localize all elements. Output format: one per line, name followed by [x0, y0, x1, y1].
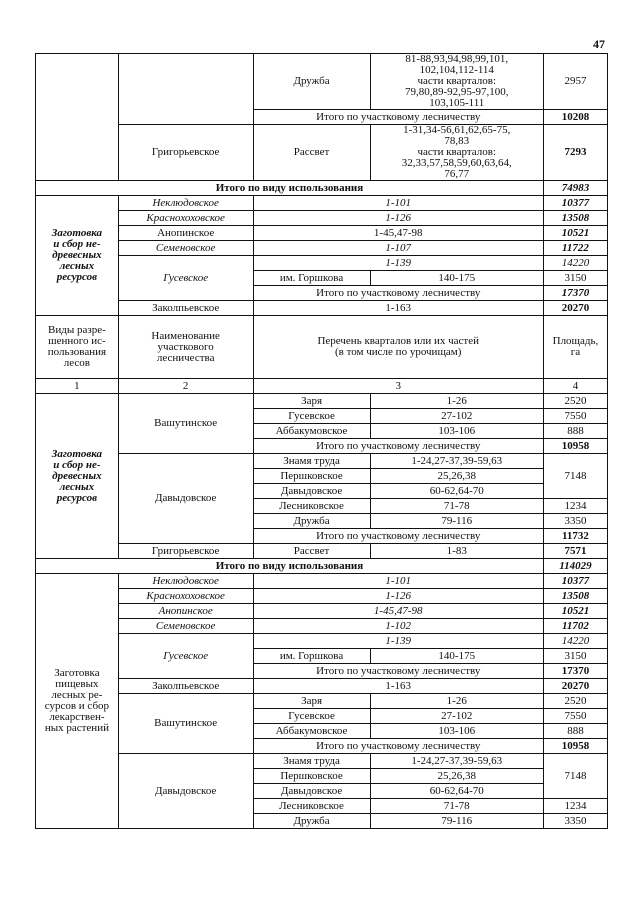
table-cell: 1-163: [253, 679, 543, 694]
table-cell: Семеновское: [118, 241, 253, 256]
table-cell: 81-88,93,94,98,99,101, 102,104,112-114 части кварталов: 79,80,89-92,95-97,100, 103,105-111: [370, 54, 543, 110]
table-row: [36, 394, 608, 409]
table-cell: Заготовка и сбор не- древесных лесных ресурсов: [36, 196, 119, 316]
table-cell: 7571: [543, 544, 607, 559]
table-cell: Анопинское: [118, 604, 253, 619]
table-cell: 103-106: [370, 724, 543, 739]
table-cell: 11732: [543, 529, 607, 544]
table-cell: 10958: [543, 739, 607, 754]
table-row: [36, 754, 608, 769]
table-row: [36, 589, 608, 604]
table-cell: 888: [543, 424, 607, 439]
table-cell: Заря: [253, 694, 370, 709]
table-cell: 1-107: [253, 241, 543, 256]
table-cell: 1-126: [253, 211, 543, 226]
forest-use-table: [35, 53, 608, 829]
table-row: [36, 379, 608, 394]
table-cell: 27-102: [370, 709, 543, 724]
table-cell: 3350: [543, 514, 607, 529]
table-cell: 20270: [543, 301, 607, 316]
table-cell: 10958: [543, 439, 607, 454]
table-cell: Виды разре- шенного ис- пользования лесов: [36, 316, 119, 379]
table-cell: 17370: [543, 286, 607, 301]
table-cell: Итого по виду использования: [36, 181, 544, 196]
table-row: [36, 226, 608, 241]
table-row: [36, 54, 608, 110]
table-cell: Заготовка и сбор не- древесных лесных ресурсов: [36, 394, 119, 559]
table-cell: 888: [543, 724, 607, 739]
table-cell: Неклюдовское: [118, 196, 253, 211]
table-row: [36, 544, 608, 559]
table-cell: 1-126: [253, 589, 543, 604]
table-cell: 27-102: [370, 409, 543, 424]
table-cell: 71-78: [370, 799, 543, 814]
table-row: [36, 211, 608, 226]
table-cell: Итого по виду использования: [36, 559, 544, 574]
table-cell: Итого по участковому лесничеству: [253, 110, 543, 125]
table-cell: Гусевское: [253, 409, 370, 424]
table-cell: Григорьевское: [118, 125, 253, 181]
table-cell: Краснохоховское: [118, 211, 253, 226]
table-row: [36, 256, 608, 271]
table-cell: Лесниковское: [253, 499, 370, 514]
table-row: [36, 559, 608, 574]
table-cell: 7148: [543, 754, 607, 799]
table-row: [36, 181, 608, 196]
table-cell: Заколпьевское: [118, 301, 253, 316]
table-cell: Аббакумовское: [253, 724, 370, 739]
table-cell: Знамя труда: [253, 454, 370, 469]
table-cell: 79-116: [370, 514, 543, 529]
table-cell: 3350: [543, 814, 607, 829]
table-cell: Наименование участкового лесничества: [118, 316, 253, 379]
table-cell: Площадь, га: [543, 316, 607, 379]
table-cell: Першковское: [253, 469, 370, 484]
table-cell: 3150: [543, 649, 607, 664]
table-cell: Дружба: [253, 54, 370, 110]
table-cell: Першковское: [253, 769, 370, 784]
table-cell: 60-62,64-70: [370, 484, 543, 499]
table-cell: Аббакумовское: [253, 424, 370, 439]
table-cell: Давыдовское: [253, 784, 370, 799]
table-cell: 1: [36, 379, 119, 394]
table-cell: 114029: [543, 559, 607, 574]
table-cell: 1234: [543, 499, 607, 514]
table-cell: 60-62,64-70: [370, 784, 543, 799]
table-cell: 1-26: [370, 694, 543, 709]
table-cell: Вашутинское: [118, 394, 253, 454]
table-cell: Дружба: [253, 814, 370, 829]
table-cell: 71-78: [370, 499, 543, 514]
table-cell: [118, 54, 253, 125]
table-row: [36, 125, 608, 181]
table-cell: 7148: [543, 454, 607, 499]
page-number: 47: [593, 37, 605, 51]
table-cell: Вашутинское: [118, 694, 253, 754]
table-cell: 7550: [543, 409, 607, 424]
table-cell: 4: [543, 379, 607, 394]
table-cell: Краснохоховское: [118, 589, 253, 604]
table-cell: Григорьевское: [118, 544, 253, 559]
table-cell: 2520: [543, 694, 607, 709]
table-cell: 1-139: [253, 634, 543, 649]
table-cell: 3: [253, 379, 543, 394]
table-cell: Итого по участковому лесничеству: [253, 739, 543, 754]
table-cell: Неклюдовское: [118, 574, 253, 589]
table-cell: Итого по участковому лесничеству: [253, 664, 543, 679]
table-cell: 2957: [543, 54, 607, 110]
table-cell: Итого по участковому лесничеству: [253, 529, 543, 544]
table-cell: 3150: [543, 271, 607, 286]
table-cell: 74983: [543, 181, 607, 196]
table-cell: 1-101: [253, 574, 543, 589]
table-cell: 10521: [543, 604, 607, 619]
table-row: [36, 574, 608, 589]
table-cell: 140-175: [370, 649, 543, 664]
table-cell: Гусевское: [253, 709, 370, 724]
table-cell: 10377: [543, 196, 607, 211]
table-cell: Давыдовское: [118, 454, 253, 544]
table-cell: Знамя труда: [253, 754, 370, 769]
table-cell: 10208: [543, 110, 607, 125]
table-row: [36, 316, 608, 379]
table-row: [36, 634, 608, 649]
table-cell: 2: [118, 379, 253, 394]
table-row: [36, 604, 608, 619]
table-cell: 7550: [543, 709, 607, 724]
table-cell: Рассвет: [253, 125, 370, 181]
table-cell: Давыдовское: [118, 754, 253, 829]
table-row: [36, 241, 608, 256]
table-cell: 1-24,27-37,39-59,63: [370, 754, 543, 769]
table-cell: Заготовка пищевых лесных ре- сурсов и сбор лекарствен- ных растений: [36, 574, 119, 829]
table-cell: 25,26,38: [370, 469, 543, 484]
table-cell: 25,26,38: [370, 769, 543, 784]
table-cell: 79-116: [370, 814, 543, 829]
table-cell: Дружба: [253, 514, 370, 529]
table-cell: 13508: [543, 589, 607, 604]
table-cell: Перечень кварталов или их частей (в том числе по урочищам): [253, 316, 543, 379]
table-cell: [36, 54, 119, 181]
table-cell: Семеновское: [118, 619, 253, 634]
table-cell: 1-24,27-37,39-59,63: [370, 454, 543, 469]
table-cell: Гусевское: [118, 256, 253, 301]
table-cell: 1-45,47-98: [253, 604, 543, 619]
table-cell: им. Горшкова: [253, 271, 370, 286]
table-cell: 140-175: [370, 271, 543, 286]
table-cell: 13508: [543, 211, 607, 226]
table-cell: 1-139: [253, 256, 543, 271]
table-cell: Итого по участковому лесничеству: [253, 286, 543, 301]
table-cell: Анопинское: [118, 226, 253, 241]
table-cell: 1-26: [370, 394, 543, 409]
table-cell: им. Горшкова: [253, 649, 370, 664]
table-cell: 10377: [543, 574, 607, 589]
table-cell: 1-101: [253, 196, 543, 211]
table-cell: 17370: [543, 664, 607, 679]
table-row: [36, 694, 608, 709]
table-cell: 2520: [543, 394, 607, 409]
table-cell: Рассвет: [253, 544, 370, 559]
table-row: [36, 301, 608, 316]
table-row: [36, 196, 608, 211]
table-cell: Заря: [253, 394, 370, 409]
table-cell: 11702: [543, 619, 607, 634]
table-cell: 1-31,34-56,61,62,65-75, 78,83 части кварталов: 32,33,57,58,59,60,63,64, 76,77: [370, 125, 543, 181]
table-cell: 1-163: [253, 301, 543, 316]
table-row: [36, 619, 608, 634]
table-row: [36, 679, 608, 694]
table-cell: 1234: [543, 799, 607, 814]
table-cell: Заколпьевское: [118, 679, 253, 694]
table-row: [36, 454, 608, 469]
table-cell: 10521: [543, 226, 607, 241]
table-cell: 1-102: [253, 619, 543, 634]
table-cell: 7293: [543, 125, 607, 181]
table-cell: Давыдовское: [253, 484, 370, 499]
table-cell: 1-83: [370, 544, 543, 559]
table-cell: 11722: [543, 241, 607, 256]
table-cell: 1-45,47-98: [253, 226, 543, 241]
table-cell: 103-106: [370, 424, 543, 439]
table-cell: 20270: [543, 679, 607, 694]
table-cell: Гусевское: [118, 634, 253, 679]
table-cell: Лесниковское: [253, 799, 370, 814]
table-cell: Итого по участковому лесничеству: [253, 439, 543, 454]
table-cell: 14220: [543, 256, 607, 271]
table-cell: 14220: [543, 634, 607, 649]
